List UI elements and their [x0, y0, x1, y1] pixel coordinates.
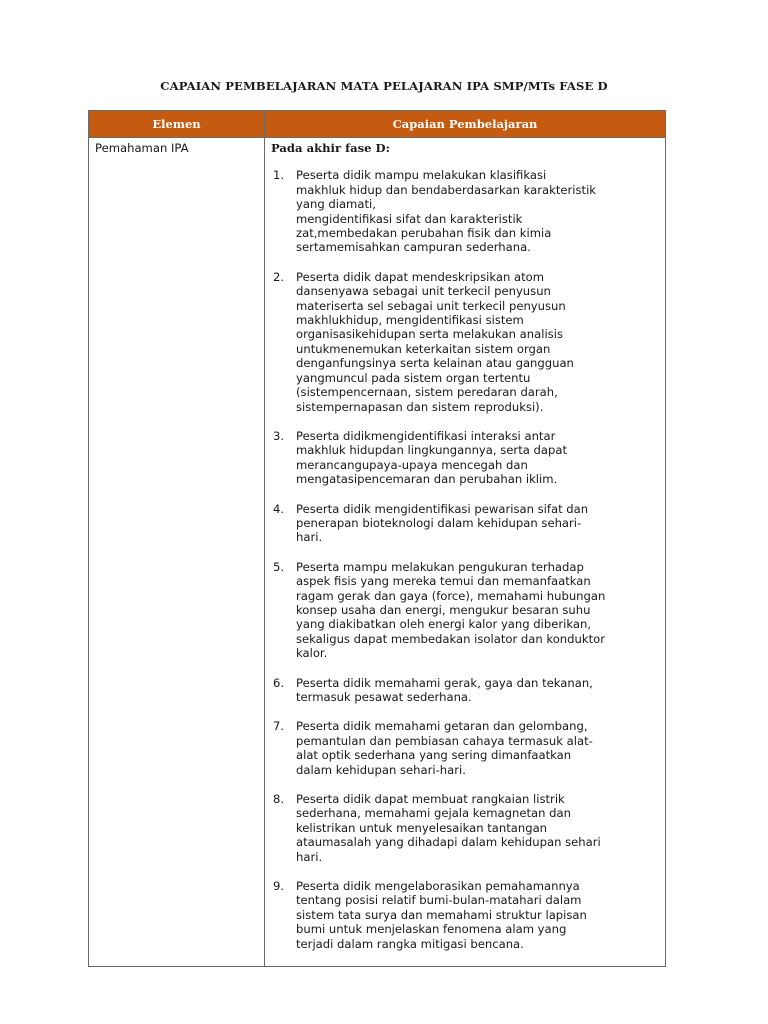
- list-item-line: hari.: [296, 530, 323, 545]
- list-item-text: [296, 168, 659, 254]
- list-item-line: yangmuncul pada sistem organ tertentu: [296, 370, 531, 385]
- header-capaian: Capaian Pembelajaran: [265, 111, 666, 138]
- list-item-line: makhlukhidup, mengidentifikasi sistem: [296, 313, 524, 328]
- list-item-line: makhluk hidup dan bendaberdasarkan karakteristik: [296, 182, 597, 197]
- list-item-line: pemantulan dan pembiasan cahaya termasuk alat-: [296, 733, 593, 748]
- list-item: [271, 719, 659, 777]
- list-item-line: ragam gerak dan gaya (force), memahami hubungan: [296, 588, 606, 603]
- list-item-line: sekaligus dapat membedakan isolator dan konduktor: [296, 631, 605, 646]
- list-item-line: tentang posisi relatif bumi-bulan-matahari dalam: [296, 893, 582, 908]
- list-item-line: denganfungsinya serta kelainan atau gangguan: [296, 356, 574, 371]
- list-item-line: zat,membedakan perubahan fisik dan kimia: [296, 226, 552, 241]
- list-item-line: sistempernapasan dan sistem reproduksi).: [296, 399, 544, 414]
- list-item-number: 3.: [273, 428, 285, 443]
- list-item-line: makhluk hidupdan lingkungannya, serta dapat: [296, 443, 568, 458]
- list-item-line: organisasikehidupan serta melakukan analisis: [296, 327, 563, 342]
- list-item-number: 8.: [273, 792, 285, 807]
- list-item-line: Peserta didik mampu melakukan klasifikasi: [296, 168, 547, 183]
- list-item-line: sistem tata surya dan memahami struktur lapisan: [296, 907, 587, 922]
- list-item-line: Peserta didik dapat mendeskripsikan atom: [296, 269, 545, 284]
- list-item-line: dalam kehidupan sehari-hari.: [296, 762, 466, 777]
- list-item-line: mengatasipencemaran dan perubahan iklim.: [296, 472, 558, 487]
- list-item-line: aspek fisis yang mereka temui dan memanfaatkan: [296, 574, 591, 589]
- list-item-number: 1.: [273, 168, 285, 183]
- list-item-line: yang diamati,: [296, 197, 376, 212]
- list-item-text: [296, 270, 659, 414]
- list-item-number: 9.: [273, 879, 285, 894]
- list-item-line: konsep usaha dan energi, mengukur besaran suhu: [296, 602, 591, 617]
- page-title: CAPAIAN PEMBELAJARAN MATA PELAJARAN IPA SMP/MTs FASE D: [160, 79, 608, 93]
- list-item: [271, 502, 659, 545]
- list-item-line: Peserta didik mengidentifikasi pewarisan sifat dan: [296, 501, 589, 516]
- capaian-cell: [265, 138, 666, 967]
- list-item-line: untukmenemukan keterkaitan sistem organ: [296, 341, 551, 356]
- list-item: [271, 676, 659, 705]
- table-header-row: [89, 111, 666, 138]
- elemen-cell: Pemahaman IPA: [89, 138, 265, 967]
- list-item-line: merancangupaya-upaya mencegah dan: [296, 457, 528, 472]
- list-item-number: 5.: [273, 559, 285, 574]
- list-item-line: penerapan bioteknologi dalam kehidupan sehari-: [296, 515, 582, 530]
- capaian-table: [88, 110, 666, 967]
- list-item-number: 2.: [273, 269, 285, 284]
- list-item-line: dansenyawa sebagai unit terkecil penyusun: [296, 284, 551, 299]
- list-item-line: ataumasalah yang dihadapi dalam kehidupan sehari: [296, 835, 601, 850]
- list-item-line: terjadi dalam rangka mitigasi bencana.: [296, 936, 524, 951]
- list-item-line: materiserta sel sebagai unit terkecil penyusun: [296, 298, 566, 313]
- list-item-line: termasuk pesawat sederhana.: [296, 690, 472, 704]
- list-item-line: Peserta didik dapat membuat rangkaian listrik: [296, 792, 565, 807]
- list-item-text: [296, 560, 659, 661]
- list-item-line: alat optik sederhana yang sering dimanfaatkan: [296, 748, 572, 763]
- list-item: [271, 560, 659, 661]
- list-item-line: mengidentifikasi sifat dan karakteristik: [296, 211, 523, 226]
- list-item-line: (sistempencernaan, sistem peredaran darah,: [296, 385, 558, 400]
- list-item: [271, 792, 659, 864]
- list-item-number: 7.: [273, 719, 285, 734]
- list-item: [271, 270, 659, 414]
- list-item-text: [296, 792, 659, 864]
- list-item: [271, 879, 659, 951]
- list-item-line: hari.: [296, 849, 323, 864]
- list-item-line: sederhana, memahami gejala kemagnetan dan: [296, 806, 571, 821]
- list-item-line: Peserta didik memahami getaran dan gelombang,: [296, 719, 588, 734]
- table-row: [89, 138, 666, 967]
- list-item: [271, 168, 659, 254]
- list-item-text: [296, 676, 659, 705]
- list-item-text: [296, 719, 659, 777]
- list-item-text: [296, 879, 659, 951]
- list-item-text: [296, 502, 659, 545]
- list-item-line: Peserta didik mengelaborasikan pemahamannya: [296, 879, 580, 894]
- capaian-list: [271, 168, 659, 951]
- list-item-text: [296, 429, 659, 487]
- list-item-line: Peserta didik memahami gerak, gaya dan tekanan,: [296, 675, 593, 690]
- capaian-intro: Pada akhir fase D:: [271, 141, 390, 155]
- list-item-line: sertamemisahkan campuran sederhana.: [296, 240, 531, 255]
- list-item-line: kelistrikan untuk menyelesaikan tantangan: [296, 820, 548, 835]
- list-item-number: 6.: [273, 675, 285, 690]
- list-item-number: 4.: [273, 501, 285, 516]
- list-item-line: bumi untuk menjelaskan fenomena alam yang: [296, 922, 567, 937]
- list-item-line: Peserta didikmengidentifikasi interaksi antar: [296, 428, 556, 443]
- list-item-line: yang diakibatkan oleh energi kalor yang diberikan,: [296, 617, 592, 632]
- header-elemen: Elemen: [89, 111, 265, 138]
- list-item-line: Peserta mampu melakukan pengukuran terhadap: [296, 559, 584, 574]
- list-item-line: kalor.: [296, 646, 328, 661]
- list-item: [271, 429, 659, 487]
